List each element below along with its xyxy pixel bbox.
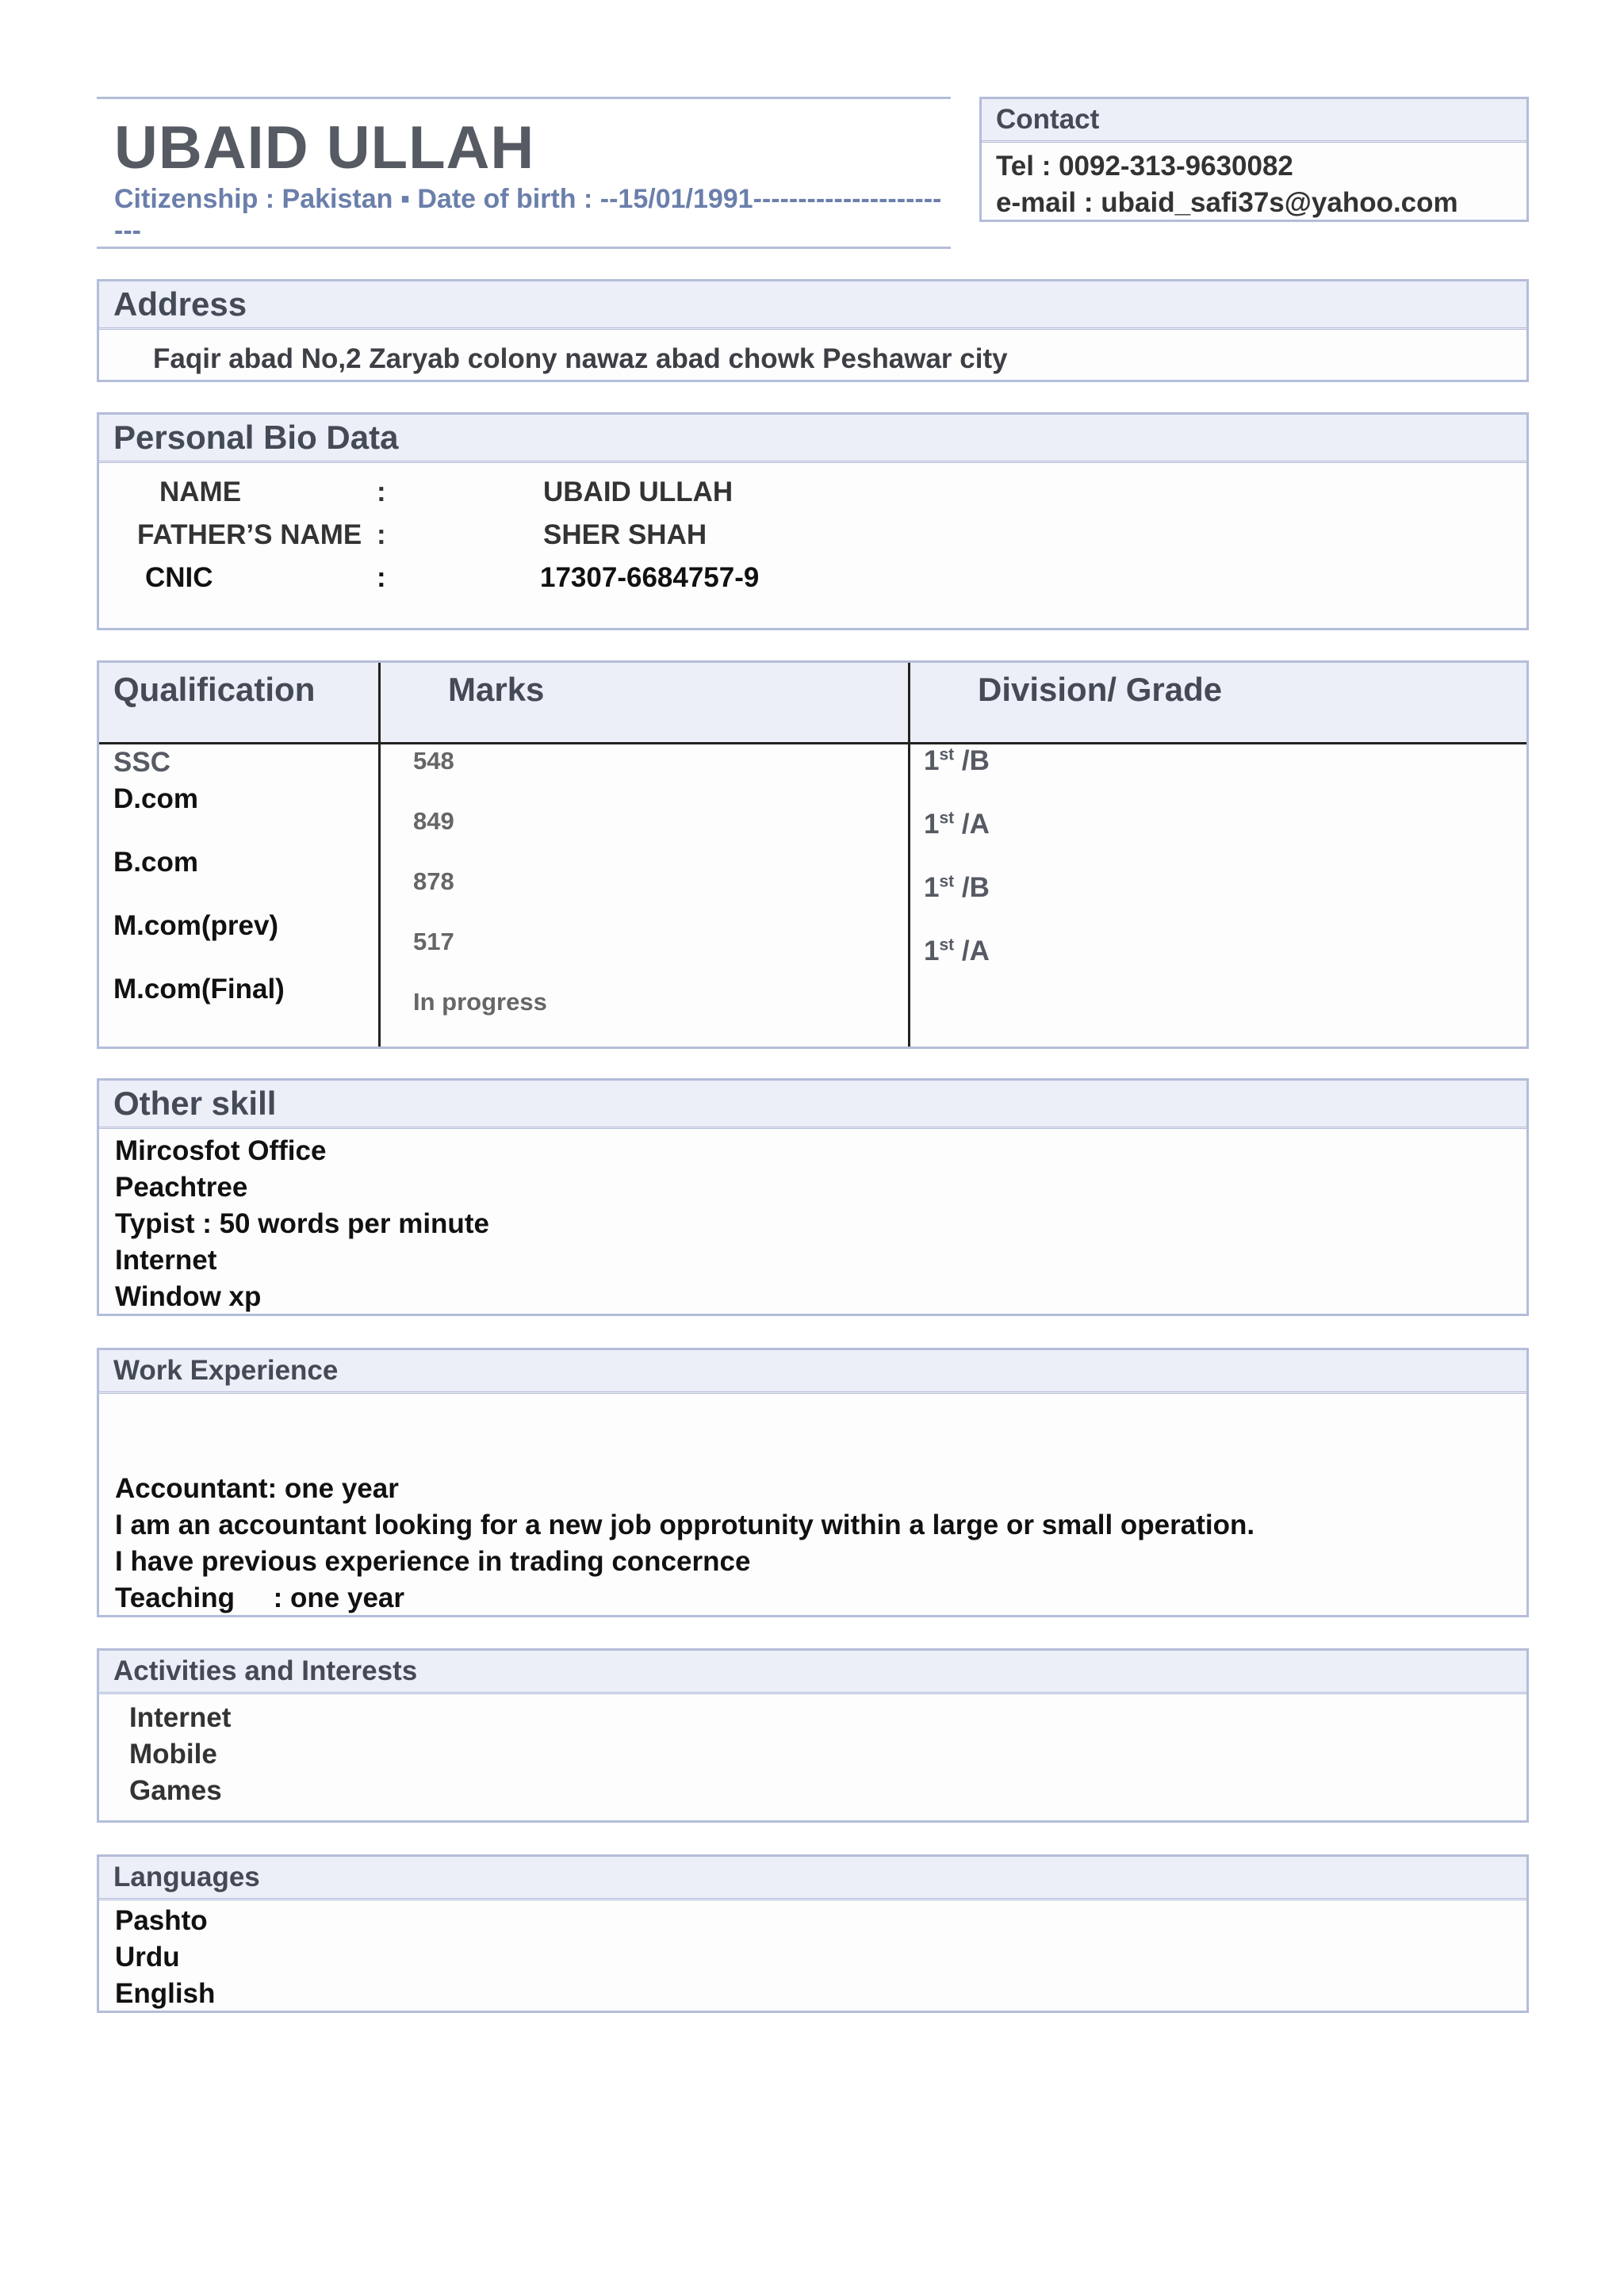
column-divider	[378, 663, 381, 1047]
list-item: Peachtree	[115, 1172, 248, 1203]
table-header	[99, 663, 1526, 744]
list-item: Mobile	[129, 1739, 217, 1770]
grade-mcom-prev: 1st /A	[924, 936, 990, 966]
languages-title: Languages	[99, 1857, 1526, 1900]
contact-section	[979, 97, 1529, 222]
degree-mcom-final: M.com(Final)	[113, 974, 285, 1004]
bio-section	[97, 412, 1529, 630]
bio-label-father: FATHER’S NAME	[137, 519, 362, 550]
summary-line: I have previous experience in trading concernce	[115, 1546, 751, 1577]
skills-title: Other skill	[99, 1081, 1526, 1129]
degree-bcom: B.com	[113, 847, 198, 878]
full-name: UBAID ULLAH	[114, 114, 535, 182]
bio-value-father: SHER SHAH	[543, 519, 707, 550]
activities-section	[97, 1648, 1529, 1823]
bio-title: Personal Bio Data	[99, 415, 1526, 463]
bio-value-name: UBAID ULLAH	[543, 476, 733, 507]
list-item: English	[115, 1978, 216, 2009]
list-item: Accountant: one year	[115, 1473, 399, 1504]
list-item: Mircosfot Office	[115, 1135, 327, 1166]
marks-mcom-prev: 517	[413, 928, 454, 955]
citizenship-dob-line: Citizenship : Pakistan ▪ Date of birth : --15/01/1991------------------------	[114, 184, 942, 246]
address-text: Faqir abad No,2 Zaryab colony nawaz abad chowk Peshawar city	[153, 343, 1008, 374]
name-block	[97, 97, 951, 249]
list-item: Window xp	[115, 1281, 262, 1312]
work-title: Work Experience	[99, 1350, 1526, 1394]
bio-label-name: NAME	[159, 476, 242, 507]
bio-sep-father: :	[377, 519, 386, 550]
grade-ssc: 1st /B	[924, 745, 990, 776]
header-qualification: Qualification	[113, 671, 316, 708]
grade-dcom: 1st /A	[924, 809, 990, 840]
header-grade: Division/ Grade	[978, 671, 1223, 708]
activities-list	[129, 1700, 231, 1809]
marks-ssc: 548	[413, 747, 454, 775]
bio-sep-name: :	[377, 476, 386, 507]
degree-dcom: D.com	[113, 783, 198, 814]
languages-list	[115, 1903, 215, 2012]
list-item: Internet	[129, 1702, 232, 1733]
languages-section	[97, 1854, 1529, 2013]
bio-label-cnic: CNIC	[145, 562, 213, 593]
bio-value-cnic: 17307-6684757-9	[540, 562, 760, 593]
activities-title: Activities and Interests	[99, 1651, 1526, 1694]
list-item: Urdu	[115, 1942, 180, 1973]
work-summary	[115, 1507, 1254, 1580]
list-item: Games	[129, 1775, 222, 1806]
grade-bcom: 1st /B	[924, 872, 990, 903]
address-section	[97, 279, 1529, 382]
bio-sep-cnic: :	[377, 562, 386, 593]
contact-title: Contact	[982, 99, 1526, 143]
list-item: Pashto	[115, 1905, 208, 1936]
marks-mcom-final: In progress	[413, 988, 547, 1016]
contact-email: e-mail : ubaid_safi37s@yahoo.com	[996, 187, 1458, 218]
marks-dcom: 849	[413, 807, 454, 835]
address-title: Address	[99, 281, 1526, 330]
list-item: Typist : 50 words per minute	[115, 1208, 489, 1239]
summary-line: I am an accountant looking for a new job opprotunity within a large or small operation.	[115, 1510, 1255, 1540]
qualification-table	[97, 660, 1529, 1049]
list-item: Internet	[115, 1245, 217, 1276]
list-item: Teaching : one year	[115, 1582, 405, 1613]
contact-tel: Tel : 0092-313-9630082	[996, 151, 1293, 182]
header-marks: Marks	[448, 671, 545, 708]
marks-bcom: 878	[413, 867, 454, 895]
skills-section	[97, 1078, 1529, 1316]
degree-mcom-prev: M.com(prev)	[113, 910, 279, 941]
skills-list	[115, 1133, 489, 1315]
column-divider	[908, 663, 910, 1047]
degree-ssc: SSC	[113, 747, 170, 778]
work-experience-section	[97, 1348, 1529, 1617]
